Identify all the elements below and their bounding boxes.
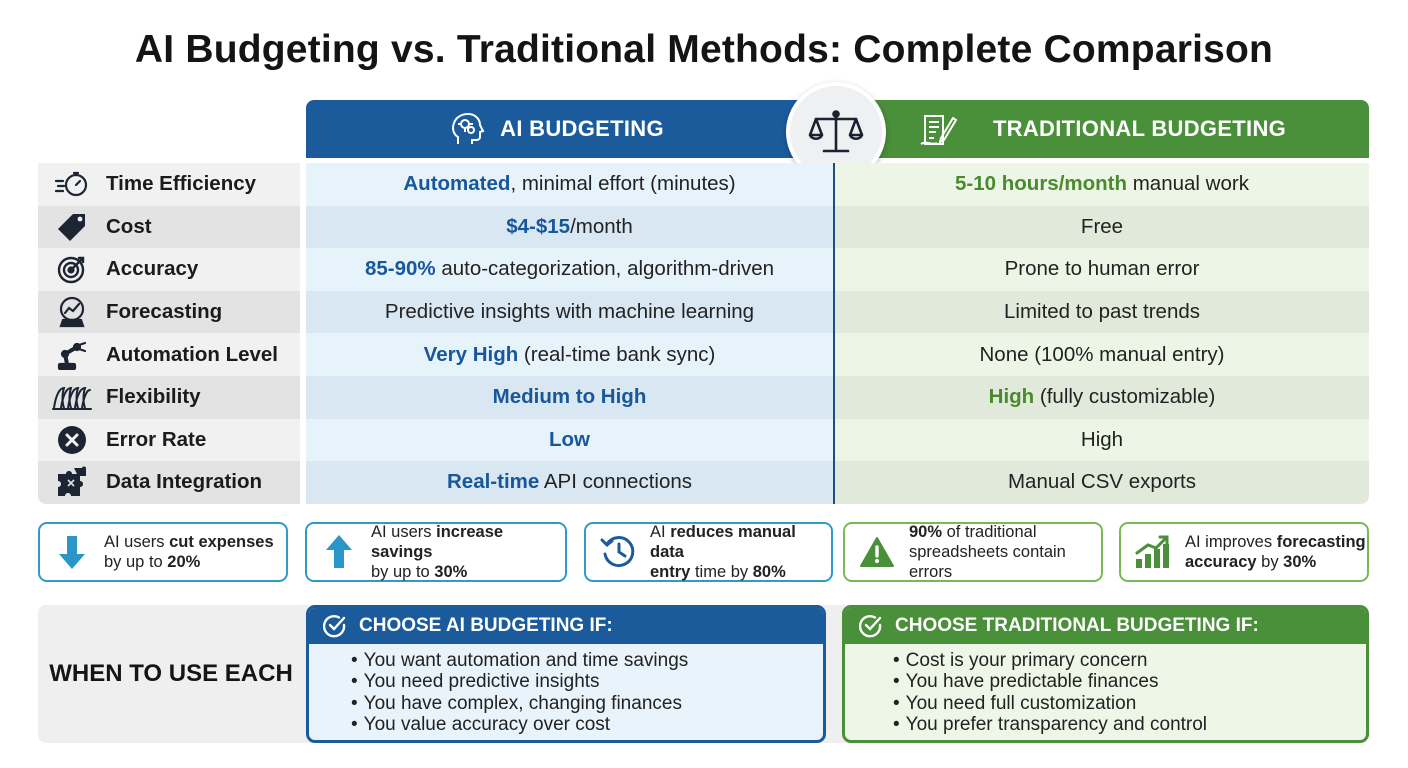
stat-highlight: 30% (434, 563, 468, 581)
stat-spreadsheet-errors (843, 522, 1103, 582)
table-row-automation-level (38, 333, 1369, 376)
ai-value-highlight: $4-$15 (506, 214, 571, 238)
row-label: Cost (106, 214, 152, 238)
when-to-use-title: WHEN TO USE EACH (49, 660, 293, 687)
list-item: • You have predictable finances (893, 671, 1366, 692)
arrow-up-icon (319, 534, 359, 570)
ai-value-cell (306, 333, 835, 376)
stat-forecasting-accuracy (1119, 522, 1369, 582)
stat-text: of traditional (942, 523, 1037, 541)
ai-value-text: (real-time bank sync) (518, 342, 716, 366)
list-item: • You need predictive insights (351, 671, 823, 692)
ai-value-highlight: Very High (423, 342, 519, 366)
stat-text: AI users (371, 523, 437, 541)
stat-cut-expenses (38, 522, 288, 582)
stat-text: AI users (104, 533, 170, 551)
choose-traditional-heading (845, 608, 1366, 644)
table-row-flexibility (38, 376, 1369, 419)
table-row-error-rate (38, 419, 1369, 462)
row-label-cell (38, 248, 300, 291)
ai-value-highlight: Low (549, 427, 590, 451)
ai-value-cell (306, 163, 835, 206)
clock-history-icon (598, 534, 638, 570)
table-row-forecasting (38, 291, 1369, 334)
puzzle-icon (52, 467, 92, 497)
traditional-value-cell (835, 419, 1369, 462)
list-item: • Cost is your primary concern (893, 650, 1366, 671)
warning-triangle-icon (857, 536, 897, 568)
ai-value-highlight: Real-time (447, 470, 540, 494)
stat-highlight: forecasting (1276, 533, 1366, 551)
stat-highlight: 80% (752, 563, 786, 581)
row-label-cell (38, 163, 300, 206)
spring-coil-icon (52, 382, 92, 412)
document-pen-icon (919, 110, 959, 148)
stat-text: time by (690, 563, 753, 581)
ai-value-text: API connections (539, 470, 692, 494)
traditional-budgeting-header-label: TRADITIONAL BUDGETING (992, 116, 1287, 141)
choose-ai-heading (309, 608, 823, 644)
traditional-value-cell (835, 163, 1369, 206)
choose-ai-panel (306, 605, 826, 743)
stat-text: AI (650, 523, 671, 541)
traditional-value-text: Manual CSV exports (1007, 470, 1196, 494)
ai-value-cell (306, 376, 835, 419)
choose-traditional-heading-label: CHOOSE TRADITIONAL BUDGETING IF: (895, 615, 1259, 636)
traditional-value-cell (835, 206, 1369, 249)
traditional-value-text: High (1080, 427, 1124, 451)
stat-highlight: 30% (1283, 553, 1317, 571)
price-tag-icon (52, 212, 92, 242)
traditional-value-cell (835, 461, 1369, 504)
traditional-value-text: (fully customizable) (1034, 385, 1216, 409)
stat-highlight: increase savings (371, 523, 504, 561)
table-row-data-integration (38, 461, 1369, 504)
ai-value-highlight: Automated (403, 172, 511, 196)
traditional-value-highlight: 5-10 hours/month (955, 172, 1128, 196)
stat-text: by up to (104, 553, 168, 571)
table-row-accuracy (38, 248, 1369, 291)
stat-increase-savings (305, 522, 567, 582)
stat-highlight: accuracy (1185, 553, 1257, 571)
table-row-cost (38, 206, 1369, 249)
stat-highlight: 90% (909, 523, 943, 541)
row-label-cell (38, 376, 300, 419)
list-item: • You prefer transparency and control (893, 714, 1366, 735)
ai-value-cell (306, 291, 835, 334)
check-circle-icon (323, 614, 347, 638)
row-label: Flexibility (106, 385, 201, 409)
traditional-value-cell (835, 248, 1369, 291)
choose-ai-heading-label: CHOOSE AI BUDGETING IF: (359, 615, 613, 636)
choose-traditional-list (845, 644, 1366, 735)
ai-budgeting-header-label: AI BUDGETING (500, 116, 664, 141)
traditional-budgeting-header (836, 100, 1369, 158)
ai-value-highlight: 85-90% (364, 257, 436, 281)
row-label: Data Integration (106, 470, 263, 494)
stat-text: by up to (371, 563, 435, 581)
check-circle-icon (859, 614, 883, 638)
ai-value-cell (306, 419, 835, 462)
traditional-value-text: Prone to human error (1004, 257, 1200, 281)
stopwatch-icon (52, 169, 92, 199)
list-item: • You value accuracy over cost (351, 714, 823, 735)
row-label: Automation Level (106, 342, 278, 366)
ai-value-text: /month (570, 214, 633, 238)
page-title: AI Budgeting vs. Traditional Methods: Complete Comparison (134, 28, 1274, 71)
ai-value-text: Predictive insights with machine learning (384, 300, 755, 324)
stat-reduce-manual-entry (584, 522, 833, 582)
traditional-value-cell (835, 376, 1369, 419)
row-label: Error Rate (106, 427, 207, 451)
crystal-ball-icon (52, 297, 92, 327)
list-item: • You have complex, changing finances (351, 693, 823, 714)
traditional-value-text: Free (1080, 214, 1124, 238)
stat-highlight: reduces manual data (650, 523, 796, 561)
ai-value-text: auto-categorization, algorithm-driven (435, 257, 775, 281)
choose-traditional-panel (842, 605, 1369, 743)
balance-scale-icon (808, 107, 864, 157)
ai-value-text: , minimal effort (minutes) (510, 172, 736, 196)
traditional-value-cell (835, 291, 1369, 334)
row-label-cell (38, 419, 300, 462)
stat-highlight: cut expenses (169, 533, 274, 551)
row-label-cell (38, 206, 300, 249)
growth-chart-icon (1133, 535, 1173, 569)
choose-ai-list (309, 644, 823, 735)
row-label-cell (38, 291, 300, 334)
traditional-value-text: None (100% manual entry) (979, 342, 1225, 366)
stat-highlight: entry (650, 563, 691, 581)
ai-value-highlight: Medium to High (492, 385, 647, 409)
ai-value-cell (306, 248, 835, 291)
traditional-value-text: manual work (1127, 172, 1249, 196)
table-row-time-efficiency (38, 163, 1369, 206)
row-label: Time Efficiency (106, 172, 257, 196)
brain-head-icon (448, 110, 486, 148)
ai-budgeting-header (306, 100, 836, 158)
stat-text: AI improves (1185, 533, 1277, 551)
row-label: Forecasting (106, 300, 223, 324)
x-circle-icon (52, 425, 92, 455)
ai-value-cell (306, 461, 835, 504)
robot-arm-icon (52, 340, 92, 370)
target-icon (52, 254, 92, 284)
traditional-value-highlight: High (988, 385, 1035, 409)
row-label: Accuracy (106, 257, 199, 281)
row-label-cell (38, 461, 300, 504)
list-item: • You need full customization (893, 693, 1366, 714)
stat-highlight: 20% (167, 553, 201, 571)
stat-text: by (1256, 553, 1284, 571)
traditional-value-text: Limited to past trends (1004, 300, 1200, 324)
ai-value-cell (306, 206, 835, 249)
arrow-down-icon (52, 534, 92, 570)
stat-text: spreadsheets contain errors (909, 543, 1066, 581)
row-label-cell (38, 333, 300, 376)
traditional-value-cell (835, 333, 1369, 376)
list-item: • You want automation and time savings (351, 650, 823, 671)
